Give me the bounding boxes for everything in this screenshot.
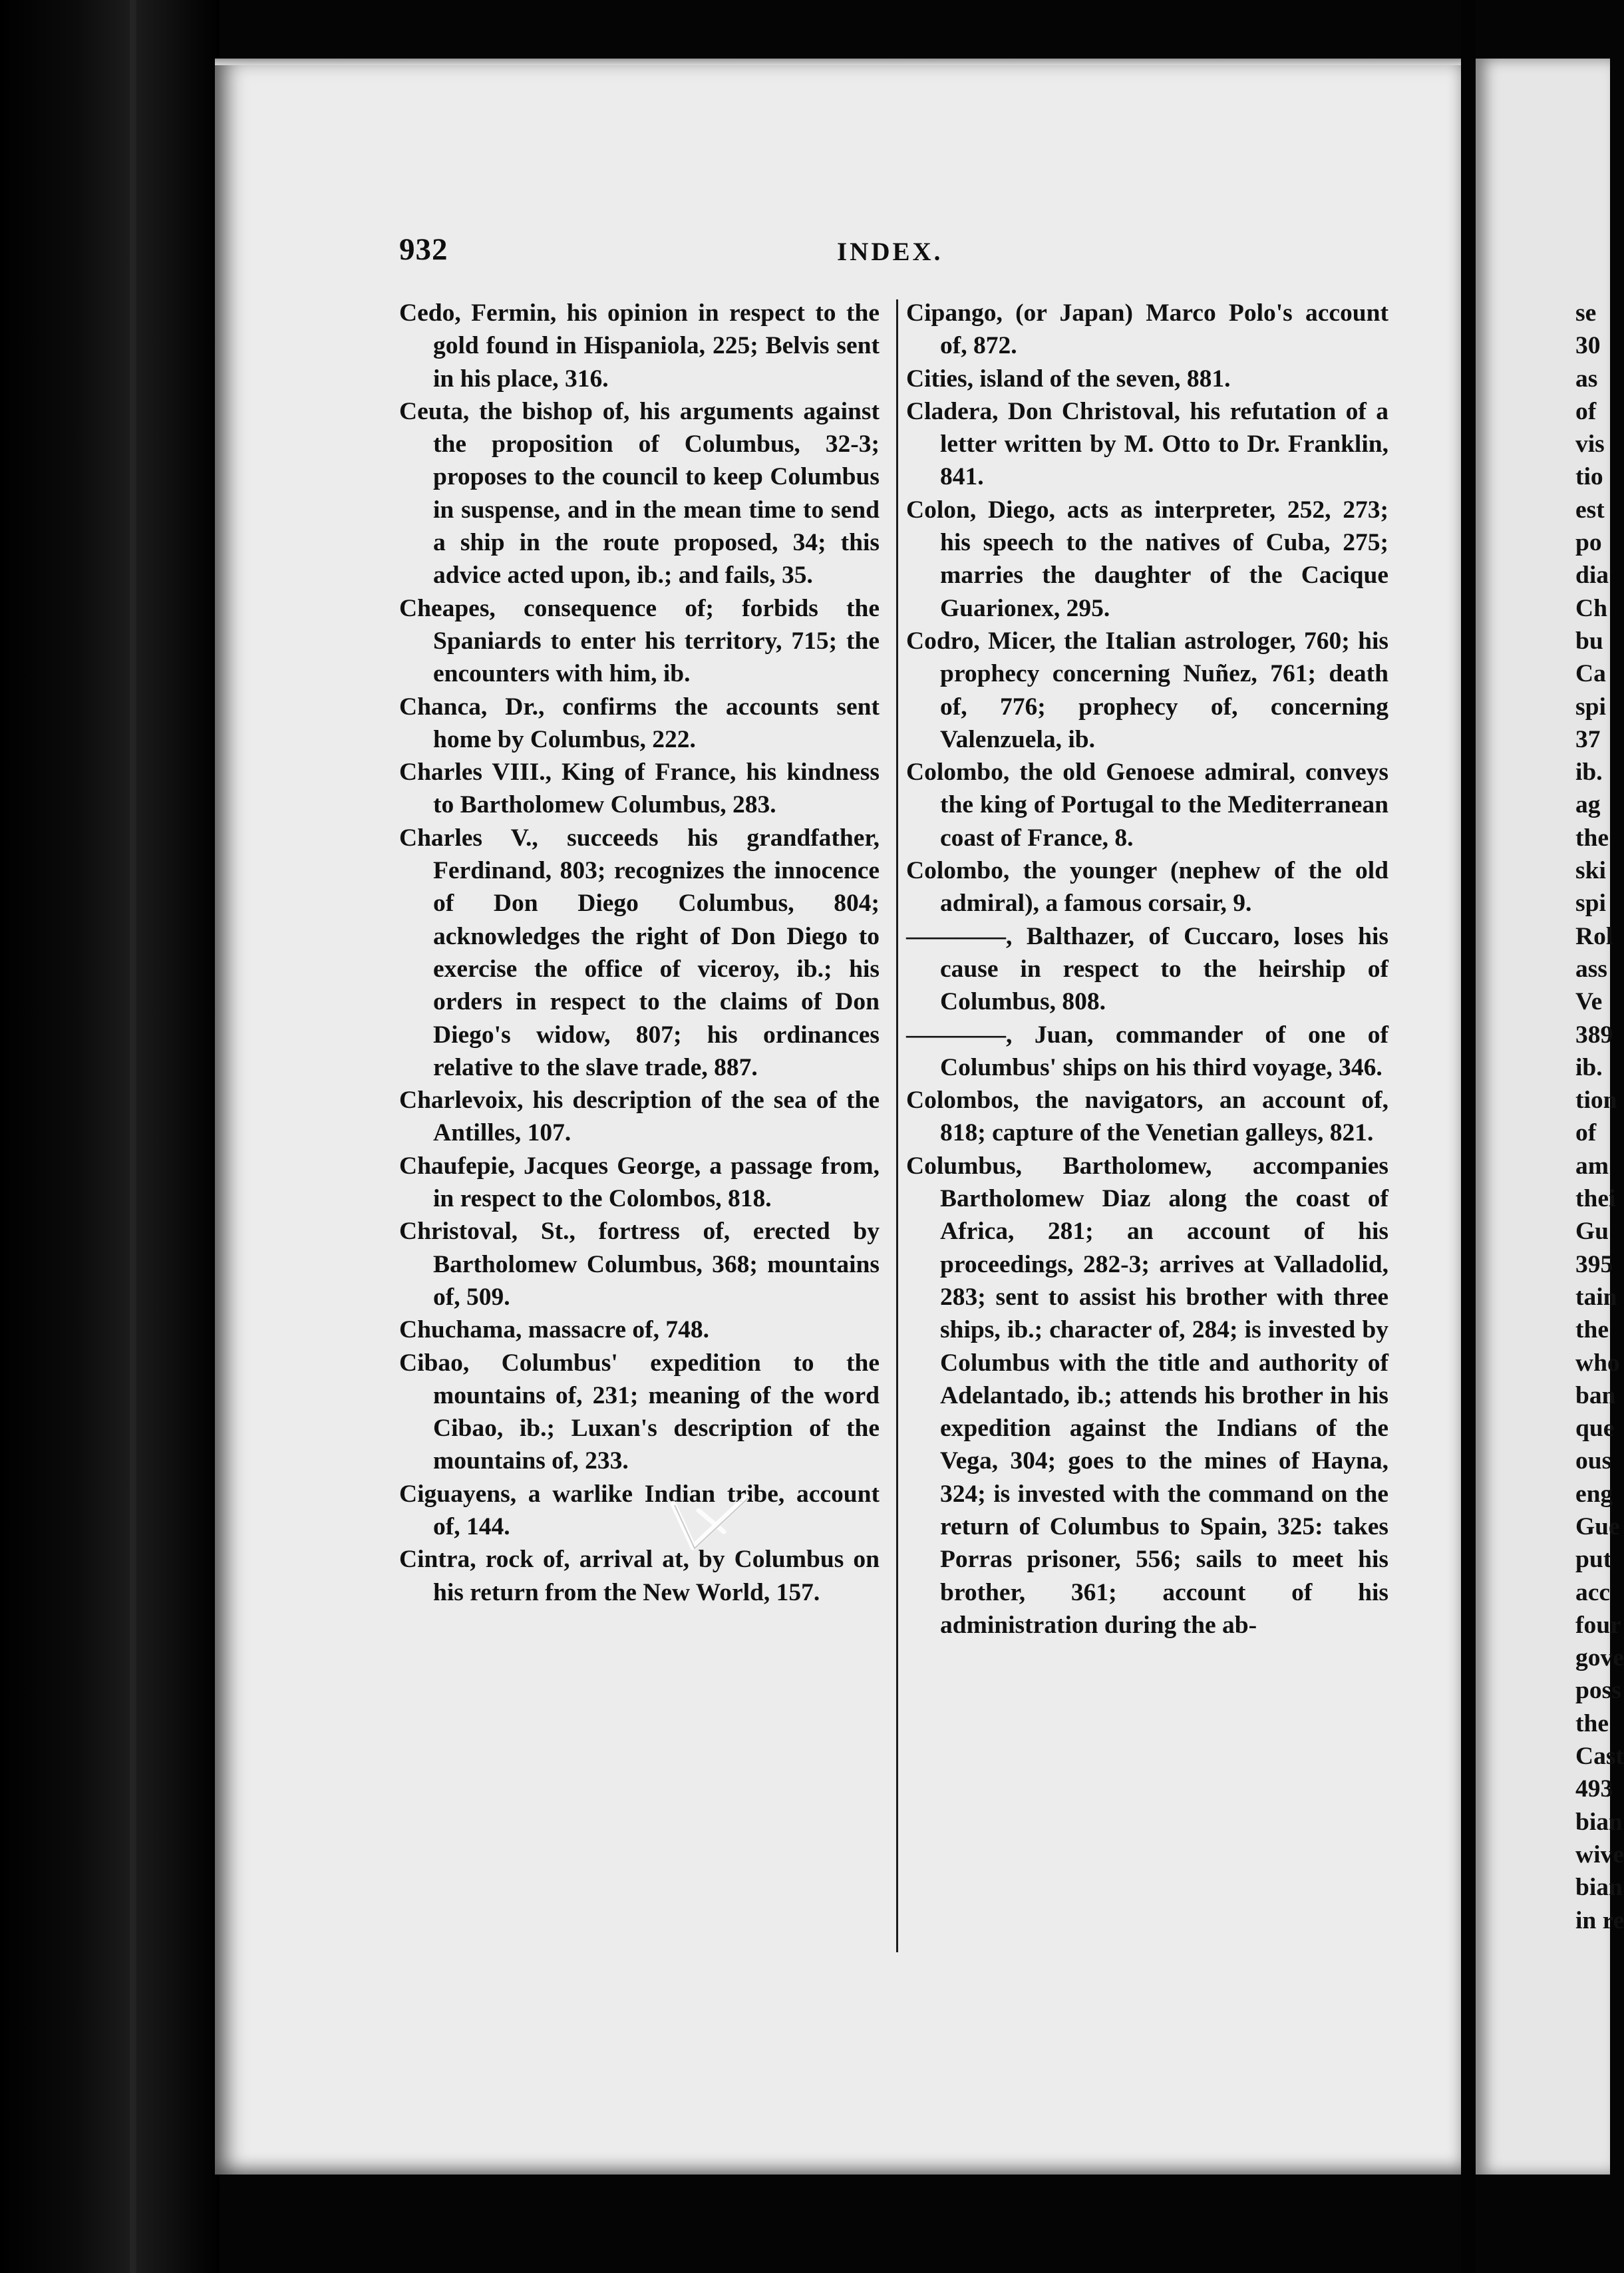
next-page-fragment: Ca <box>1575 660 1606 688</box>
index-entry-charlevoix: Charlevoix, his description of the sea of the Antilles, 107. <box>399 1087 880 1147</box>
book-binding-shadow <box>0 0 220 2273</box>
next-page-fragment: Ve <box>1575 988 1603 1016</box>
next-page-fragment: que <box>1575 1415 1615 1443</box>
next-page-fragment: se <box>1575 299 1597 327</box>
next-page-fragment: ag <box>1575 791 1601 819</box>
next-page-fragment: 389 <box>1575 1021 1613 1049</box>
next-page-fragment: acc <box>1575 1578 1611 1606</box>
index-entry-cintra: Cintra, rock of, arrival at, by Columbus on his return from the New World, 157. <box>399 1546 880 1606</box>
next-page-fragment: am <box>1575 1152 1609 1180</box>
index-column-right <box>906 297 1388 1642</box>
index-entry-balthazer: ————, Balthazer, of Cuccaro, loses his cause in respect to the heirship of Columbus, 808. <box>906 922 1388 1016</box>
index-entry-charles-v: Charles V., succeeds his grandfather, Ferdinand, 803; recognizes the innocence of Don Diego Columbus, 804; acknowledges the right of Don Diego to exercise the office of viceroy, ib.; his orders in respect to the claims of Don Diego's widow, 807; his ordinances relative to the slave trade, 887. <box>399 824 880 1081</box>
next-page-fragment: Ch <box>1575 594 1607 622</box>
next-page-fragment: gove <box>1575 1644 1624 1672</box>
next-page-fragment: as <box>1575 365 1598 393</box>
index-entry-juan: ————, Juan, commander of one of Columbus' ships on his third voyage, 346. <box>906 1021 1388 1081</box>
next-page-fragment: Rol <box>1575 922 1613 950</box>
index-entry-colon-diego: Colon, Diego, acts as interpreter, 252, 273; his speech to the natives of Cuba, 275; marries the daughter of the Cacique Guarionex, 295. <box>906 496 1388 622</box>
next-page-fragment: of <box>1575 1119 1597 1147</box>
next-page-fragment: ib. <box>1575 1053 1603 1081</box>
next-page-fragment: who <box>1575 1349 1620 1377</box>
next-page-fragment: ass <box>1575 955 1607 983</box>
next-page-fragment: of <box>1575 397 1597 425</box>
next-page-fragment: poss <box>1575 1677 1621 1705</box>
index-entry-chaufepie: Chaufepie, Jacques George, a passage from, in respect to the Colombos, 818. <box>399 1152 880 1213</box>
page-gutter <box>1461 0 1476 2273</box>
next-page-fragment: bu <box>1575 627 1603 655</box>
index-entry-ciguayens: Ciguayens, a warlike Indian tribe, account of, 144. <box>399 1480 880 1540</box>
next-page-fragment: tio <box>1575 463 1603 491</box>
next-page-fragment: the <box>1575 824 1609 852</box>
index-entry-cladera: Cladera, Don Christoval, his refutation of a letter written by M. Otto to Dr. Franklin, 841. <box>906 397 1388 491</box>
next-page-fragment: 395 <box>1575 1250 1613 1278</box>
index-entry-ceuta: Ceuta, the bishop of, his arguments against the proposition of Columbus, 32-3; proposes to the council to keep Columbus in suspense, and in the mean time to send a ship in the route proposed, 34; this advice acted upon, ib.; and fails, 35. <box>399 397 880 590</box>
index-entry-cheapes: Cheapes, consequence of; forbids the Spaniards to enter his territory, 715; the encounters with him, ib. <box>399 594 880 688</box>
next-page-fragment: put <box>1575 1546 1612 1574</box>
next-page-fragment: ib. <box>1575 759 1603 787</box>
next-page-fragment: spi <box>1575 693 1606 721</box>
library-stamp-mark <box>667 1484 760 1557</box>
index-entry-colombo-younger: Colombo, the younger (nephew of the old admiral), a famous corsair, 9. <box>906 857 1388 918</box>
next-page-fragments <box>1575 297 1624 1937</box>
running-head: INDEX. <box>837 238 943 266</box>
next-page-fragment: Gu <box>1575 1218 1609 1246</box>
next-page-fragment: four <box>1575 1611 1621 1639</box>
index-entry-columbus-bartholomew: Columbus, Bartholomew, accompanies Bartholomew Diaz along the coast of Africa, 281; an account of his proceedings, 282-3; arrives at Valladolid, 283; sent to assist his brother with three ships, ib.; character of, 284; is invested by Columbus with the title and authority of Adelantado, ib.; attends his brother in his expedition against the Indians of the Vega, 304; goes to the mines of Hayna, 324; is invested with the command on the return of Columbus to Spain, 325: takes Porras prisoner, 556; sails to meet his brother, 361; account of his administration during the ab- <box>906 1152 1388 1639</box>
index-entry-christoval: Christoval, St., fortress of, erected by Bartholomew Columbus, 368; mountains of, 509. <box>399 1218 880 1311</box>
next-page-fragment: 37 <box>1575 725 1601 753</box>
index-entry-cipango: Cipango, (or Japan) Marco Polo's account of, 872. <box>906 299 1388 360</box>
next-page-fragment: vis <box>1575 431 1605 458</box>
index-entry-colombo-old: Colombo, the old Genoese admiral, conveys the king of Portugal to the Mediterranean coast of France, 8. <box>906 759 1388 852</box>
index-entry-charles-viii: Charles VIII., King of France, his kindness to Bartholomew Columbus, 283. <box>399 759 880 819</box>
page-number: 932 <box>399 232 448 267</box>
next-page-fragment: po <box>1575 529 1602 557</box>
index-entry-cibao: Cibao, Columbus' expedition to the mountains of, 231; meaning of the word Cibao, ib.; Luxan's description of the mountains of, 233. <box>399 1349 880 1475</box>
next-page-fragment: in re <box>1575 1906 1624 1934</box>
index-entry-chanca: Chanca, Dr., confirms the accounts sent home by Columbus, 222. <box>399 693 880 753</box>
next-page-fragment: ous <box>1575 1447 1612 1475</box>
next-page-fragment: the <box>1575 1316 1609 1344</box>
next-page-fragment: Gue <box>1575 1512 1620 1540</box>
next-page-fragment: est <box>1575 496 1605 524</box>
next-page-fragment: Cast <box>1575 1743 1624 1771</box>
next-page-fragment: 493 <box>1575 1775 1613 1803</box>
index-entry-cedo: Cedo, Fermin, his opinion in respect to the gold found in Hispaniola, 225; Belvis sent in his place, 316. <box>399 299 880 393</box>
next-page-fragment: tion <box>1575 1087 1617 1115</box>
next-page-fragment: ski <box>1575 857 1606 885</box>
next-page-fragment: thei <box>1575 1185 1616 1213</box>
next-page-fragment: eng <box>1575 1480 1613 1508</box>
next-page-fragment: tain <box>1575 1283 1617 1311</box>
index-entry-cities: Cities, island of the seven, 881. <box>906 365 1231 393</box>
next-page-fragment: wive <box>1575 1840 1624 1868</box>
index-entry-chuchama: Chuchama, massacre of, 748. <box>399 1316 709 1344</box>
index-entry-colombos: Colombos, the navigators, an account of, 818; capture of the Venetian galleys, 821. <box>906 1087 1388 1147</box>
column-divider <box>896 299 898 1952</box>
next-page-fragment: ban <box>1575 1381 1616 1409</box>
index-entry-codro: Codro, Micer, the Italian astrologer, 760; his prophecy concerning Nuñez, 761; death of, 776; prophecy of, concerning Valenzuela, ib. <box>906 627 1388 753</box>
next-page-fragment: dia <box>1575 562 1609 590</box>
next-page-fragment: spi <box>1575 890 1606 918</box>
next-page-fragment: 30 <box>1575 332 1601 360</box>
next-page-fragment: the <box>1575 1709 1609 1737</box>
next-page-fragment: bian <box>1575 1808 1623 1836</box>
index-column-left <box>399 297 880 1609</box>
next-page-fragment: bian <box>1575 1874 1623 1902</box>
